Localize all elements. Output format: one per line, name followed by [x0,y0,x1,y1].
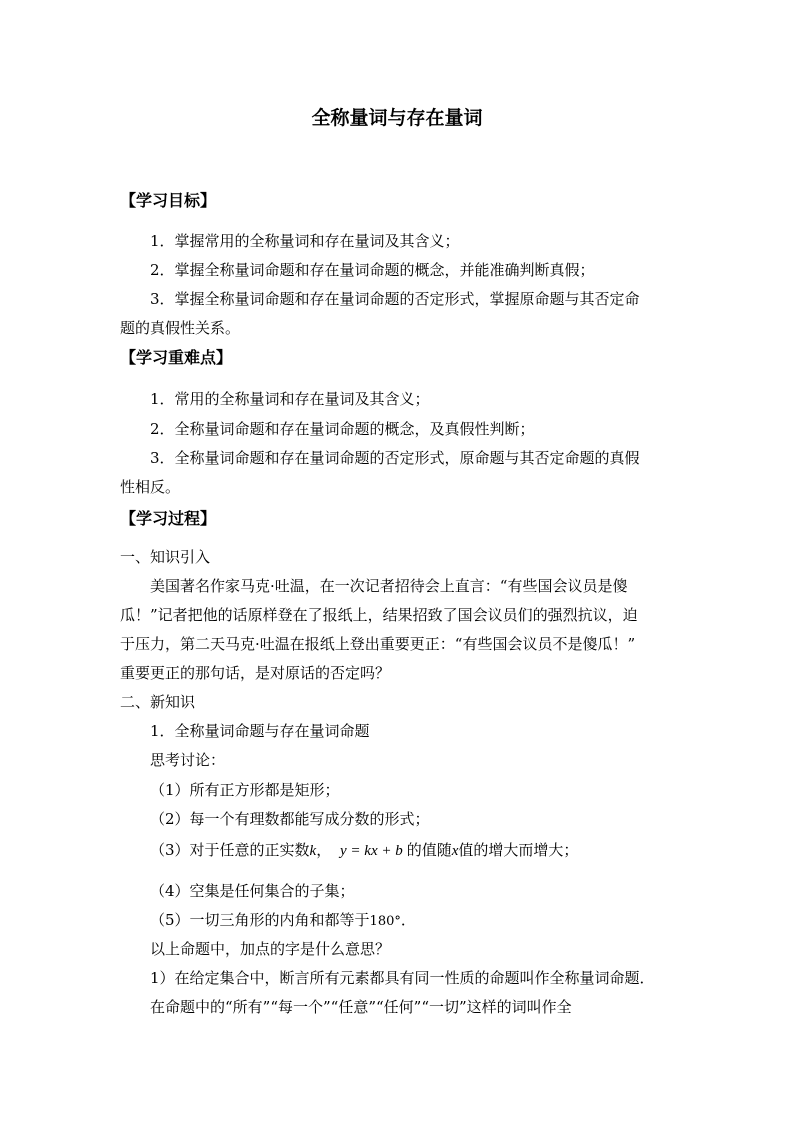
proposition-3 [150,839,578,862]
key-point-item-3-cont: 性相反。 [120,478,181,496]
definition-line-2: 在命题中的“所有”“每一个”“任意”“任何”“一切”这样的词叫作全 [150,998,572,1016]
proposition-3-text-b: ， [316,841,332,859]
story-line-3: 于压力，第二天马克·吐温在报纸上登出重要更正：“有些国会议员不是傻瓜！” [120,635,636,653]
proposition-3-text-c: 的值随 [406,841,452,859]
story-line-4: 重要更正的那句话，是对原话的否定吗？ [120,664,391,682]
sub1-title: 1．全称量词命题与存在量词命题 [150,722,370,740]
key-point-item-2: 2．全称量词命题和存在量词命题的概念，及真假性判断； [150,420,535,438]
key-points-heading: 【学习重难点】 [120,348,233,367]
proposition-3-text-d: 值的增大而增大； [458,841,579,859]
page-title: 全称量词与存在量词 [311,107,483,129]
proposition-3-text-a: （3）对于任意的正实数 [150,841,310,859]
question-line: 以上命题中，加点的字是什么意思？ [150,940,391,958]
linear-function-formula: y = kx + b [340,843,403,859]
key-point-item-1: 1．常用的全称量词和存在量词及其含义； [150,390,430,408]
definition-line-1: 1）在给定集合中，断言所有元素都具有同一性质的命题叫作全称量词命题． [150,969,655,987]
part1-title: 一、知识引入 [120,548,211,566]
process-heading: 【学习过程】 [120,509,217,528]
variable-x: x [451,843,459,859]
part2-title: 二、新知识 [120,693,196,711]
key-point-item-3: 3．全称量词命题和存在量词命题的否定形式，原命题与其否定命题的真假 [150,449,640,467]
proposition-1: （1）所有正方形都是矩形； [150,781,340,799]
proposition-5 [150,909,416,933]
proposition-2: （2）每一个有理数都能写成分数的形式； [150,810,430,828]
proposition-5-text-a: （5）一切三角形的内角和都等于 [150,911,370,929]
think-label: 思考讨论： [150,751,226,769]
objective-item-3-cont: 题的真假性关系。 [120,319,241,337]
proposition-4: （4）空集是任何集合的子集； [150,882,355,900]
variable-k: k [309,843,317,859]
story-line-2: 瓜！”记者把他的话原样登在了报纸上，结果招致了国会议员们的强烈抗议，迫 [120,606,638,624]
story-line-1: 美国著名作家马克·吐温，在一次记者招待会上直言：“有些国会议员是傻 [150,577,628,595]
objective-item-2: 2．掌握全称量词命题和存在量词命题的概念，并能准确判断真假； [150,261,595,279]
proposition-5-text-b: ． [400,911,416,929]
objectives-heading: 【学习目标】 [120,191,217,210]
angle-value: 180° [369,914,401,929]
objective-item-1: 1．掌握常用的全称量词和存在量词及其含义； [150,232,460,250]
objective-item-3: 3．掌握全称量词命题和存在量词命题的否定形式，掌握原命题与其否定命 [150,290,640,308]
